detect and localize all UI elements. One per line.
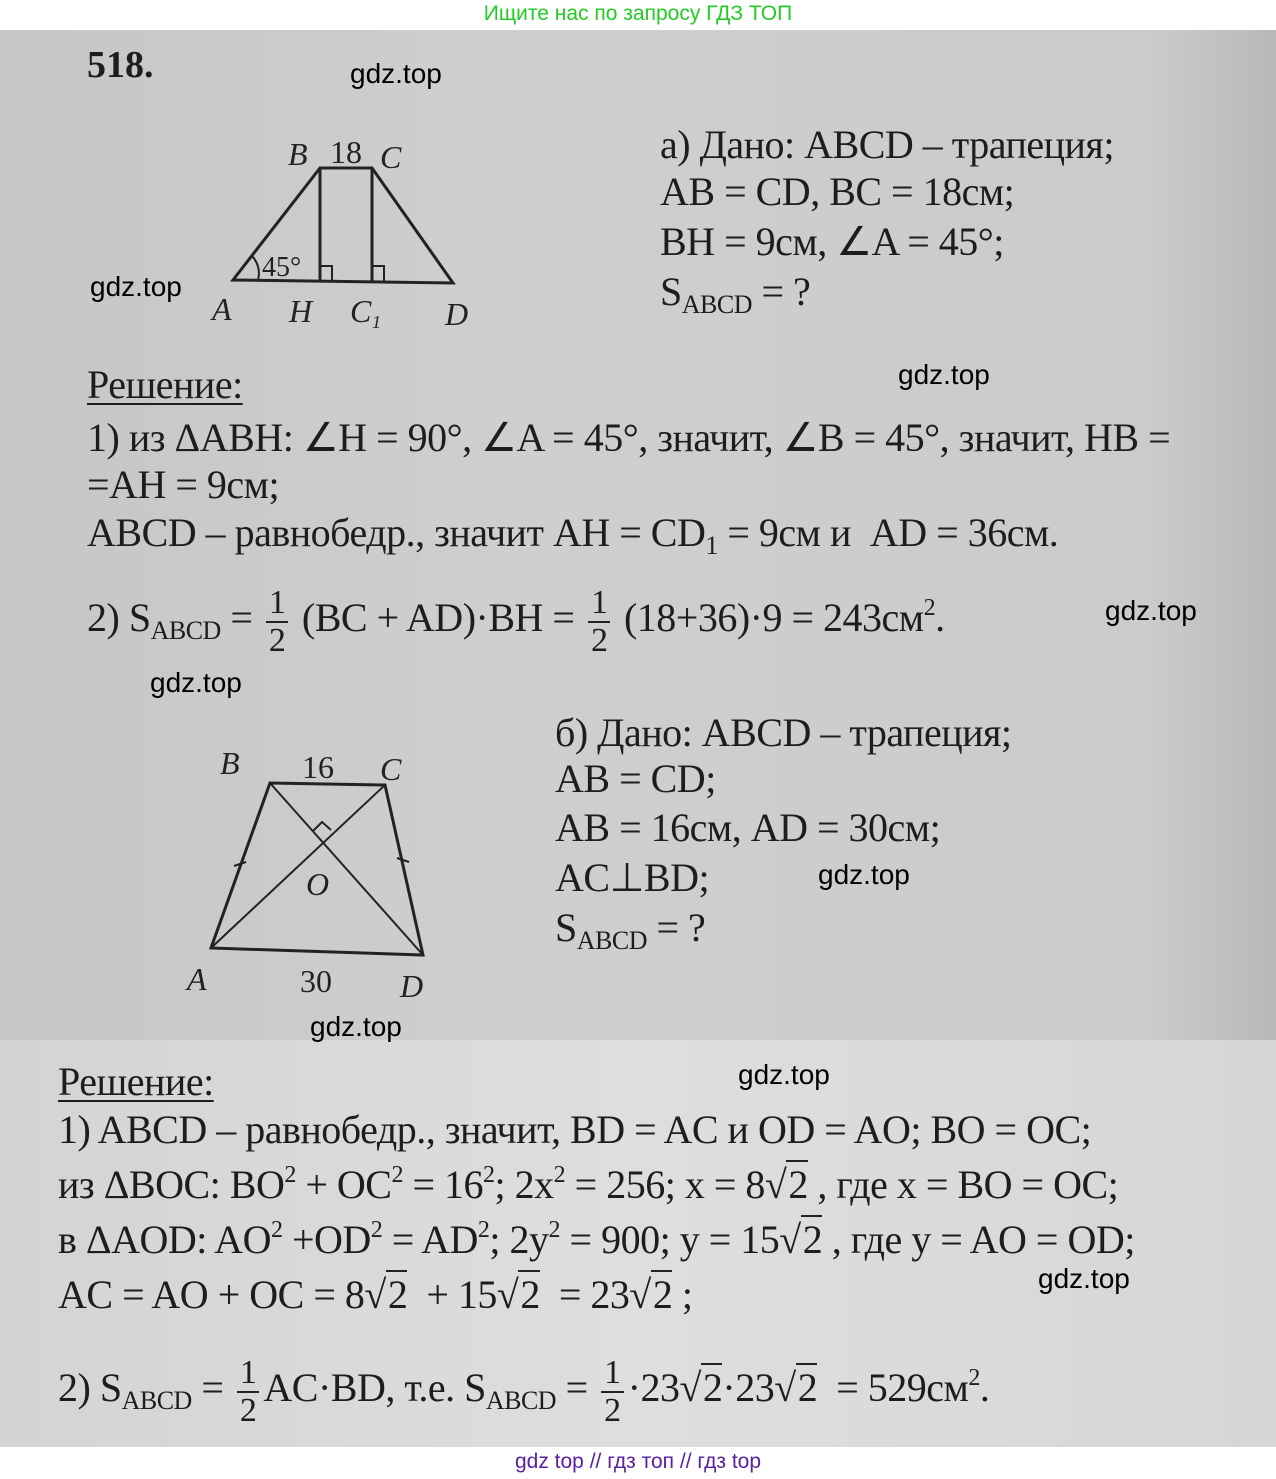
text-run: =AH = 9см; <box>87 462 280 507</box>
superscript: 2 <box>477 1217 490 1243</box>
radicand: 2 <box>788 1162 808 1207</box>
given-a-line <box>660 120 1114 170</box>
superscript: 2 <box>548 1217 561 1243</box>
text-run: S <box>660 269 682 314</box>
superscript: 2 <box>391 1162 403 1188</box>
text-run: AC·BD, т.е. S <box>263 1365 486 1411</box>
label-c1-sub: 1 <box>372 312 381 332</box>
superscript: 2 <box>270 1217 283 1243</box>
watermark: gdz.top <box>350 58 442 89</box>
fraction <box>237 1355 260 1429</box>
subscript: ABCD <box>485 1386 557 1416</box>
label-c1: C <box>350 293 372 329</box>
text-run: 1) из ΔABH: ∠H = 90°, ∠A = 45°, значит, ∠B = 45°, значит, HB = <box>87 415 1171 460</box>
label-d: D <box>445 296 469 332</box>
superscript: 2 <box>968 1365 980 1392</box>
solution-b-line <box>58 1270 692 1320</box>
given-a-line <box>660 217 1004 267</box>
watermark: gdz.top <box>150 667 242 698</box>
superscript: 2 <box>923 595 936 622</box>
fraction-numerator: 1 <box>237 1355 260 1393</box>
radicand: 2 <box>520 1272 540 1317</box>
fraction-denominator: 2 <box>268 622 286 659</box>
watermark: gdz.top <box>1038 1263 1130 1294</box>
watermark: gdz.top <box>1105 595 1197 626</box>
given-a-line <box>660 167 1014 217</box>
watermark: gdz.top <box>738 1059 830 1090</box>
given-b-line <box>555 853 709 903</box>
fraction-denominator: 2 <box>604 1392 621 1429</box>
subscript: ABCD <box>576 926 647 955</box>
text-run: = AD <box>382 1217 478 1262</box>
watermark: gdz.top <box>310 1011 402 1042</box>
text-run: AC⊥BD; <box>555 855 710 900</box>
text-run: = ? <box>647 905 706 950</box>
text-run: = 256; x = 8 <box>565 1162 765 1207</box>
text-run: = 16 <box>402 1162 484 1207</box>
text-run: = 529см <box>817 1365 969 1411</box>
given-b-line <box>555 708 1012 758</box>
solution-b-line <box>58 1355 989 1429</box>
subscript: ABCD <box>121 1386 192 1416</box>
solution-a-line <box>87 413 1170 463</box>
label-c2: C <box>380 751 402 787</box>
label-c: C <box>380 139 402 175</box>
label-d2: D <box>400 968 424 1004</box>
watermark: gdz.top <box>898 359 990 390</box>
solution-b-line <box>58 1215 1135 1265</box>
text-run: = ? <box>752 269 811 314</box>
text-run: = <box>220 595 262 641</box>
text-run: AB = 16см, AD = 30см; <box>555 805 941 850</box>
text-run: . <box>935 595 945 641</box>
text-run: , где y = AO = OD; <box>822 1217 1135 1262</box>
radicand: 2 <box>387 1272 408 1317</box>
text-run: BH = 9см, ∠A = 45°; <box>660 219 1004 264</box>
text-run: ·23 <box>722 1365 775 1411</box>
fraction-numerator: 1 <box>588 585 611 623</box>
angle-arc-a <box>252 256 259 280</box>
text-run: = 23 <box>539 1272 630 1317</box>
square-root <box>774 1363 817 1410</box>
fraction <box>588 585 611 659</box>
subscript: 1 <box>705 531 718 560</box>
text-run: ; <box>672 1272 693 1317</box>
search-banner: Ищите нас по запросу ГДЗ ТОП <box>0 0 1276 30</box>
given-b-line <box>555 903 705 966</box>
solution-heading-b: Решение: <box>58 1059 214 1104</box>
text-run: AB = CD; <box>555 756 716 801</box>
solution-heading-a: Решение: <box>87 362 243 407</box>
radical-sign: √ <box>764 1162 787 1207</box>
radicand: 2 <box>802 1217 823 1262</box>
label-bc-length-b: 16 <box>302 749 334 785</box>
text-run: (18+36)·9 = 243см <box>614 595 924 641</box>
text-run: (BC + AD)·BH = <box>292 595 584 641</box>
radical-sign: √ <box>496 1272 519 1317</box>
square-root <box>779 1215 822 1262</box>
radicand: 2 <box>652 1272 673 1317</box>
text-run: 2) S <box>87 595 151 641</box>
text-run: а) Дано: ABCD – трапеция; <box>660 122 1114 167</box>
text-run: ; 2y <box>489 1217 549 1262</box>
diagonal-ac <box>211 785 385 948</box>
problem-number: 518. <box>87 44 154 86</box>
text-run: ·23 <box>627 1365 680 1411</box>
radical-sign: √ <box>779 1217 801 1262</box>
fraction-numerator: 1 <box>266 585 289 623</box>
solution-b-line <box>58 1160 1118 1210</box>
text-run: = 9см и AD = 36см. <box>717 510 1059 555</box>
label-a: A <box>212 291 232 327</box>
solution-a-line <box>87 585 945 659</box>
text-run: б) Дано: ABCD – трапеция; <box>555 710 1012 755</box>
fraction-denominator: 2 <box>590 622 608 659</box>
text-run: ABCD – равнобедр., значит AH = CD <box>87 510 706 555</box>
fraction <box>266 585 289 659</box>
watermark: gdz.top <box>90 271 182 302</box>
text-run: 1) ABCD – равнобедр., значит, BD = AC и OD = AO; BO = OC; <box>58 1107 1092 1152</box>
right-angle-mark-c1 <box>372 266 384 282</box>
label-o: O <box>306 866 330 902</box>
given-a-line <box>660 267 810 330</box>
text-run: в ΔAOD: AO <box>58 1217 271 1262</box>
radical-sign: √ <box>774 1365 796 1411</box>
square-root <box>497 1270 540 1317</box>
square-root <box>679 1363 722 1410</box>
superscript: 2 <box>553 1162 566 1188</box>
text-run: . <box>979 1365 990 1411</box>
fraction-denominator: 2 <box>239 1392 257 1429</box>
solution-a-line <box>87 460 279 510</box>
fraction-numerator: 1 <box>601 1355 624 1393</box>
subscript: ABCD <box>681 290 752 319</box>
watermark: gdz.top <box>818 859 910 890</box>
text-run: +OD <box>282 1217 371 1262</box>
text-run: = <box>191 1365 233 1411</box>
superscript: 2 <box>370 1217 383 1243</box>
subscript: ABCD <box>150 616 221 646</box>
label-b: B <box>288 136 308 172</box>
solution-a-line <box>87 508 1058 571</box>
text-run: S <box>555 905 577 950</box>
text-run: AB = CD, BC = 18см; <box>660 169 1015 214</box>
fraction <box>601 1355 624 1429</box>
text-run: , где x = BO = OC; <box>807 1162 1119 1207</box>
radicand: 2 <box>702 1365 723 1411</box>
label-ad-length: 30 <box>300 963 332 999</box>
text-run: AC = AO + OC = 8 <box>58 1272 365 1317</box>
label-bc-length: 18 <box>330 134 362 170</box>
radicand: 2 <box>797 1365 818 1411</box>
label-angle: 45° <box>262 252 302 283</box>
diagonal-bd <box>270 783 423 955</box>
radical-sign: √ <box>629 1272 651 1317</box>
radical-sign: √ <box>679 1365 701 1411</box>
square-root <box>629 1270 672 1317</box>
right-angle-mark-o <box>313 822 331 831</box>
square-root <box>364 1270 407 1317</box>
text-run: из ΔBOC: BO <box>58 1162 285 1207</box>
text-run: 2) S <box>58 1365 122 1411</box>
text-run: + OC <box>295 1162 392 1207</box>
given-b-line <box>555 803 940 853</box>
solution-b-line <box>58 1105 1091 1155</box>
text-run: = <box>556 1365 598 1411</box>
square-root <box>765 1160 808 1207</box>
superscript: 2 <box>483 1162 495 1188</box>
superscript: 2 <box>284 1162 296 1188</box>
label-h: H <box>289 293 313 329</box>
text-run: = 900; y = 15 <box>560 1217 780 1262</box>
label-b2: B <box>220 745 240 781</box>
radical-sign: √ <box>364 1272 386 1317</box>
footer-banner: gdz top // гдз топ // гдз top <box>0 1447 1276 1479</box>
text-run: + 15 <box>407 1272 497 1317</box>
right-angle-mark-h <box>320 266 332 281</box>
given-b-line <box>555 754 716 804</box>
text-run: ; 2x <box>494 1162 554 1207</box>
label-a2: A <box>187 961 207 997</box>
